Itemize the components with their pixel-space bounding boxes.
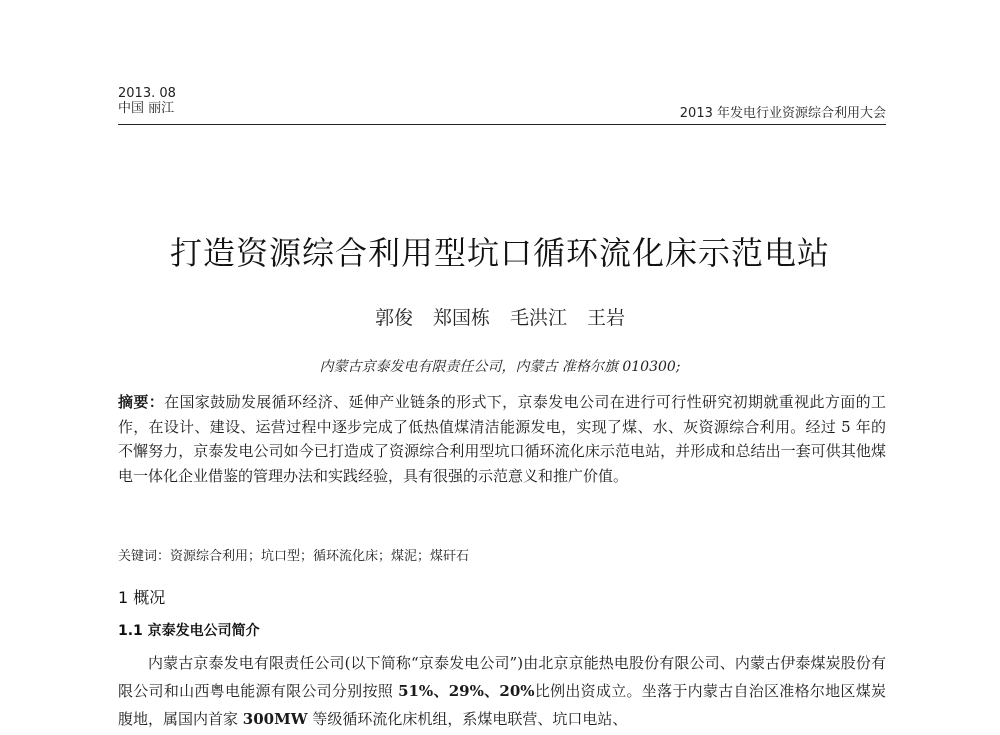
header-conference: 2013 年发电行业资源综合利用大会 <box>679 106 886 121</box>
abstract-text: 在国家鼓励发展循环经济、延伸产业链条的形式下，京泰发电公司在进行可行性研究初期就重视此方面的工作，在设计、建设、运营过程中逐步完成了低热值煤清洁能源发电，实现了煤、水、灰资源综合利用。经过 5 年的不懈努力，京泰发电公司如今已打造成了资源综合利用型坑口循环流化床示范电站，并形成和总结出一套可供其他煤电一体化企业借鉴的管理办法和实践经验，具有很强的示范意义和推广价值。 <box>118 393 886 485</box>
section-heading-1: 1 概况 <box>118 588 166 607</box>
body-part3: 等级循环流化床机组，系煤电联营、坑口电站、 <box>307 710 628 728</box>
header-location: 中国 丽江 <box>118 101 175 116</box>
running-header <box>118 86 886 125</box>
body-paragraph <box>118 649 886 733</box>
header-left <box>118 86 176 116</box>
body-capacity: 300MW <box>242 710 308 728</box>
keywords: 关键词：资源综合利用；坑口型；循环流化床；煤泥；煤矸石 <box>118 549 470 564</box>
body-part1: 内蒙古京泰发电有限责任公司(以下简称“京泰发电公司”)由北京京能热电股份有限公司、内蒙古伊泰煤炭股份有限公司和山西粤电能源有限公司分别按照 <box>118 654 886 700</box>
abstract <box>118 390 886 488</box>
section-heading-1-1: 1.1 京泰发电公司简介 <box>118 623 260 639</box>
abstract-label: 摘要： <box>118 393 165 411</box>
paper-title: 打造资源综合利用型坑口循环流化床示范电站 <box>169 234 830 272</box>
body-ratios: 51%、29%、20% <box>398 682 535 700</box>
body-part2: 比例出资成立。坐落于内蒙古自治区准格尔地区煤炭腹地，属国内首家 <box>118 682 886 728</box>
header-date: 2013. 08 <box>118 86 176 101</box>
paper-authors: 郭俊 郑国栋 毛洪江 王岩 <box>374 307 626 329</box>
paper-affiliation: 内蒙古京泰发电有限责任公司，内蒙古 准格尔旗 010300; <box>319 359 681 375</box>
